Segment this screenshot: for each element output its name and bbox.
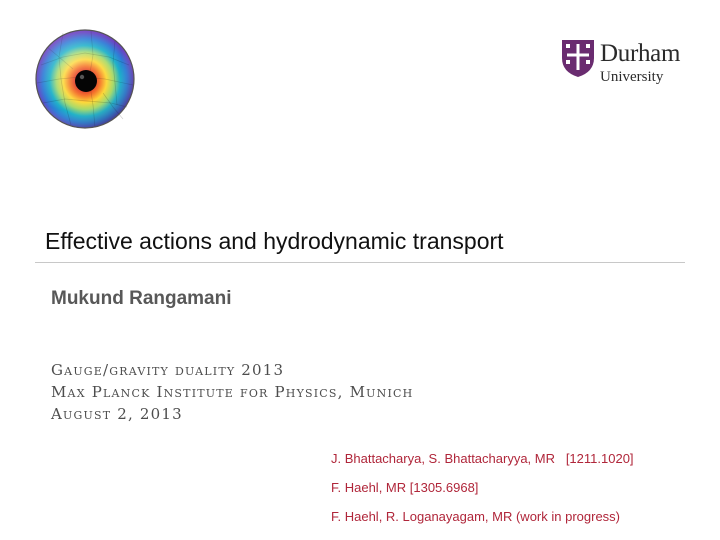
logo-name: Durham bbox=[600, 40, 681, 67]
event-date: August 2, 2013 bbox=[51, 405, 183, 423]
event-venue: Max Planck Institute for Physics, Munich bbox=[51, 383, 414, 401]
durham-university-logo bbox=[560, 36, 695, 96]
author-name: Mukund Rangamani bbox=[51, 288, 232, 309]
reference-item: F. Haehl, MR [1305.6968] bbox=[331, 480, 479, 495]
black-hole-sphere-icon bbox=[33, 27, 137, 131]
logo-subtitle: University bbox=[600, 69, 664, 85]
event-name: Gauge/gravity duality 2013 bbox=[51, 361, 285, 379]
title-divider bbox=[35, 262, 685, 263]
reference-item: F. Haehl, R. Loganayagam, MR (work in progress) bbox=[331, 509, 621, 524]
reference-item: J. Bhattacharya, S. Bhattacharyya, MR [1211.1020] bbox=[331, 451, 634, 466]
durham-crest-icon bbox=[560, 38, 596, 78]
slide-title: Effective actions and hydrodynamic transport bbox=[45, 228, 504, 254]
